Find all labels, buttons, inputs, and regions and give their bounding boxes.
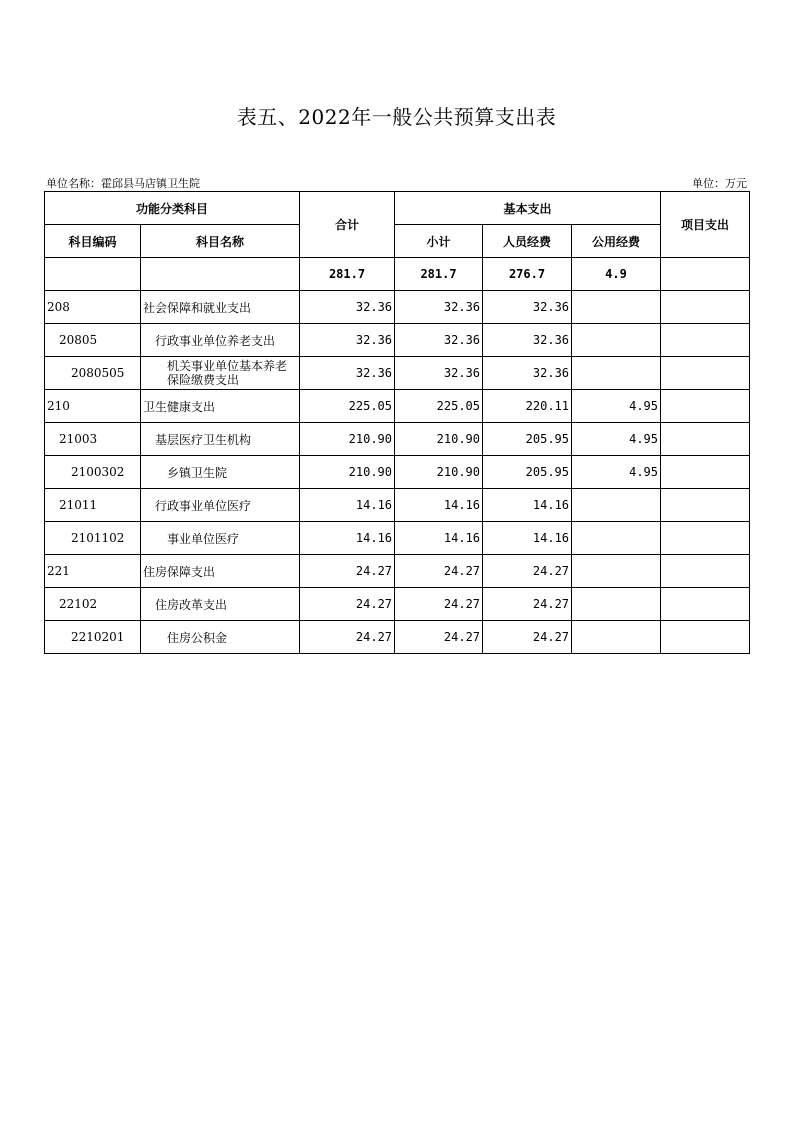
- row-name: 社会保障和就业支出: [141, 291, 300, 324]
- row-personnel: 14.16: [483, 489, 572, 522]
- row-name: 乡镇卫生院: [141, 456, 300, 489]
- row-total: 14.16: [300, 522, 395, 555]
- header-subtotal: 小计: [395, 225, 483, 258]
- header-row-2: [45, 225, 750, 258]
- row-project: [661, 588, 750, 621]
- header-name: 科目名称: [141, 225, 300, 258]
- row-public: [572, 357, 661, 390]
- header-public: 公用经费: [572, 225, 661, 258]
- row-code: 210: [45, 390, 141, 423]
- row-project: [661, 621, 750, 654]
- row-total: 210.90: [300, 456, 395, 489]
- row-total: 32.36: [300, 357, 395, 390]
- row-code: 21003: [45, 423, 141, 456]
- row-subtotal: 210.90: [395, 456, 483, 489]
- row-public: [572, 522, 661, 555]
- totals-row: [45, 258, 750, 291]
- table-row: [45, 390, 750, 423]
- table-row: [45, 621, 750, 654]
- row-code: 2210201: [45, 621, 141, 654]
- totals-subtotal: 281.7: [395, 258, 483, 291]
- row-personnel: 24.27: [483, 588, 572, 621]
- row-personnel: 205.95: [483, 456, 572, 489]
- row-project: [661, 555, 750, 588]
- header-project-expenditure: 项目支出: [661, 192, 750, 258]
- row-personnel: 220.11: [483, 390, 572, 423]
- row-project: [661, 423, 750, 456]
- row-total: 32.36: [300, 291, 395, 324]
- row-subtotal: 210.90: [395, 423, 483, 456]
- row-total: 210.90: [300, 423, 395, 456]
- row-personnel: 32.36: [483, 324, 572, 357]
- table-row: [45, 489, 750, 522]
- row-code: 2100302: [45, 456, 141, 489]
- budget-table: [44, 191, 750, 654]
- row-code: 208: [45, 291, 141, 324]
- totals-personnel: 276.7: [483, 258, 572, 291]
- row-public: [572, 588, 661, 621]
- row-public: 4.95: [572, 456, 661, 489]
- row-public: 4.95: [572, 390, 661, 423]
- totals-code-cell: [45, 258, 141, 291]
- row-name: 行政事业单位养老支出: [141, 324, 300, 357]
- row-code: 20805: [45, 324, 141, 357]
- table-row: [45, 456, 750, 489]
- row-total: 32.36: [300, 324, 395, 357]
- row-total: 14.16: [300, 489, 395, 522]
- row-public: [572, 489, 661, 522]
- row-personnel: 24.27: [483, 555, 572, 588]
- row-personnel: 205.95: [483, 423, 572, 456]
- row-project: [661, 489, 750, 522]
- table-row: [45, 291, 750, 324]
- row-total: 24.27: [300, 621, 395, 654]
- row-subtotal: 24.27: [395, 555, 483, 588]
- table-row: [45, 588, 750, 621]
- row-project: [661, 390, 750, 423]
- row-code: 2080505: [45, 357, 141, 390]
- row-code: 22102: [45, 588, 141, 621]
- row-project: [661, 456, 750, 489]
- row-subtotal: 225.05: [395, 390, 483, 423]
- row-code: 21011: [45, 489, 141, 522]
- header-personnel: 人员经费: [483, 225, 572, 258]
- table-row: [45, 522, 750, 555]
- row-public: [572, 324, 661, 357]
- row-project: [661, 522, 750, 555]
- table-row: [45, 324, 750, 357]
- totals-total: 281.7: [300, 258, 395, 291]
- row-public: 4.95: [572, 423, 661, 456]
- table-row: [45, 555, 750, 588]
- header-functional-category: 功能分类科目: [45, 192, 300, 225]
- totals-public: 4.9: [572, 258, 661, 291]
- row-project: [661, 291, 750, 324]
- row-name: 机关事业单位基本养老保险缴费支出: [141, 357, 300, 390]
- header-total: 合计: [300, 192, 395, 258]
- row-name: 住房保障支出: [141, 555, 300, 588]
- row-total: 225.05: [300, 390, 395, 423]
- row-public: [572, 291, 661, 324]
- row-name: 住房改革支出: [141, 588, 300, 621]
- unit-label: 单位：万元: [692, 177, 747, 190]
- row-subtotal: 32.36: [395, 357, 483, 390]
- row-name: 卫生健康支出: [141, 390, 300, 423]
- row-personnel: 32.36: [483, 357, 572, 390]
- row-subtotal: 24.27: [395, 621, 483, 654]
- row-total: 24.27: [300, 588, 395, 621]
- page-title: 表五、2022年一般公共预算支出表: [236, 105, 557, 129]
- row-project: [661, 357, 750, 390]
- row-total: 24.27: [300, 555, 395, 588]
- row-name: 基层医疗卫生机构: [141, 423, 300, 456]
- row-project: [661, 324, 750, 357]
- row-public: [572, 555, 661, 588]
- header-code: 科目编码: [45, 225, 141, 258]
- row-subtotal: 14.16: [395, 522, 483, 555]
- row-code: 2101102: [45, 522, 141, 555]
- header-basic-expenditure: 基本支出: [395, 192, 661, 225]
- row-personnel: 24.27: [483, 621, 572, 654]
- unit-name: 单位名称：霍邱县马店镇卫生院: [46, 177, 200, 190]
- row-subtotal: 32.36: [395, 291, 483, 324]
- header-row-1: [45, 192, 750, 225]
- totals-name-cell: [141, 258, 300, 291]
- row-name: 事业单位医疗: [141, 522, 300, 555]
- row-name: 住房公积金: [141, 621, 300, 654]
- row-subtotal: 14.16: [395, 489, 483, 522]
- row-subtotal: 24.27: [395, 588, 483, 621]
- row-personnel: 14.16: [483, 522, 572, 555]
- row-personnel: 32.36: [483, 291, 572, 324]
- table-row: [45, 357, 750, 390]
- row-name: 行政事业单位医疗: [141, 489, 300, 522]
- totals-project: [661, 258, 750, 291]
- row-subtotal: 32.36: [395, 324, 483, 357]
- row-code: 221: [45, 555, 141, 588]
- table-row: [45, 423, 750, 456]
- row-public: [572, 621, 661, 654]
